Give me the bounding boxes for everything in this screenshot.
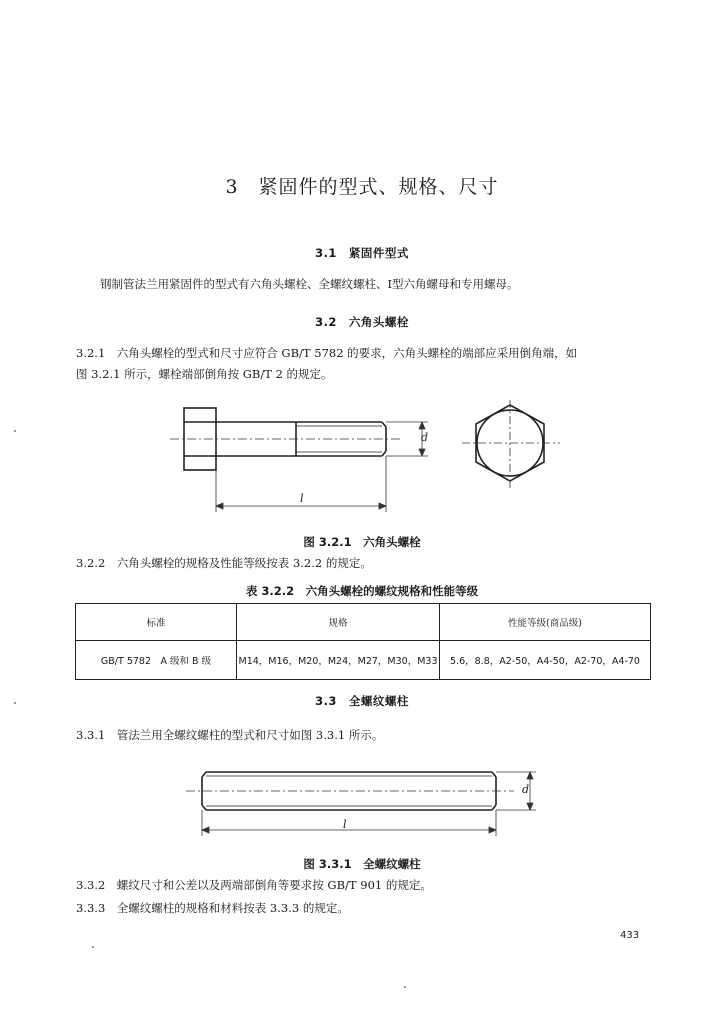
dim-label-l: l	[300, 492, 304, 505]
spec-table-3-2-2	[75, 603, 651, 680]
paragraph-3-1: 钢制管法兰用紧固件的型式有六角头螺栓、全螺纹螺柱、I型六角螺母和专用螺母。	[100, 277, 519, 291]
paragraph-3-2-1-line1: 3.2.1 六角头螺栓的型式和尺寸应符合 GB/T 5782 的要求，六角头螺栓的端部应采用倒角端，如	[76, 346, 578, 360]
paragraph-3-2-1-line2: 图 3.2.1 所示，螺栓端部倒角按 GB/T 2 的规定。	[76, 367, 333, 381]
paragraph-3-3-3: 3.3.3 全螺纹螺柱的规格和材料按表 3.3.3 的规定。	[76, 901, 349, 915]
section-heading-3-3: 3.3 全螺纹螺柱	[315, 694, 409, 708]
page-number: 433	[620, 930, 640, 941]
stud-dim-label-l: l	[343, 818, 347, 831]
section-heading-3-2: 3.2 六角头螺栓	[315, 315, 409, 329]
scan-speck	[14, 430, 16, 432]
table-header-grade: 性能等级(商品级)	[440, 604, 651, 641]
table-header-row	[76, 604, 651, 641]
scan-speck	[404, 986, 406, 988]
table-row	[76, 641, 651, 680]
dim-label-d: d	[421, 431, 429, 444]
chapter-title: 3 紧固件的型式、规格、尺寸	[225, 176, 499, 198]
figure-caption-3-2-1: 图 3.2.1 六角头螺栓	[303, 535, 421, 549]
table-caption-3-2-2: 表 3.2.2 六角头螺栓的螺纹规格和性能等级	[245, 584, 479, 598]
table-header-standard: 标准	[76, 604, 237, 641]
table-header-spec: 规格	[237, 604, 440, 641]
stud-dim-label-d: d	[522, 783, 530, 796]
figure-caption-3-3-1: 图 3.3.1 全螺纹螺柱	[303, 857, 421, 871]
paragraph-3-3-2: 3.3.2 螺纹尺寸和公差以及两端部倒角等要求按 GB/T 901 的规定。	[76, 878, 432, 892]
scan-speck	[14, 702, 16, 704]
full-thread-stud-drawing	[186, 760, 546, 840]
scan-speck	[92, 946, 94, 948]
table-cell-grade: 5.6，8.8，A2-50，A4-50，A2-70，A4-70	[440, 641, 651, 680]
hex-bolt-end-view-drawing	[462, 400, 562, 490]
paragraph-3-3-1: 3.3.1 管法兰用全螺纹螺柱的型式和尺寸如图 3.3.1 所示。	[76, 728, 384, 742]
paragraph-3-2-2: 3.2.2 六角头螺栓的规格及性能等级按表 3.2.2 的规定。	[76, 556, 372, 570]
section-heading-3-1: 3.1 紧固件型式	[315, 246, 409, 260]
table-cell-spec: M14，M16，M20，M24，M27，M30，M33	[237, 641, 440, 680]
table-cell-standard: GB/T 5782 A 级和 B 级	[76, 641, 237, 680]
